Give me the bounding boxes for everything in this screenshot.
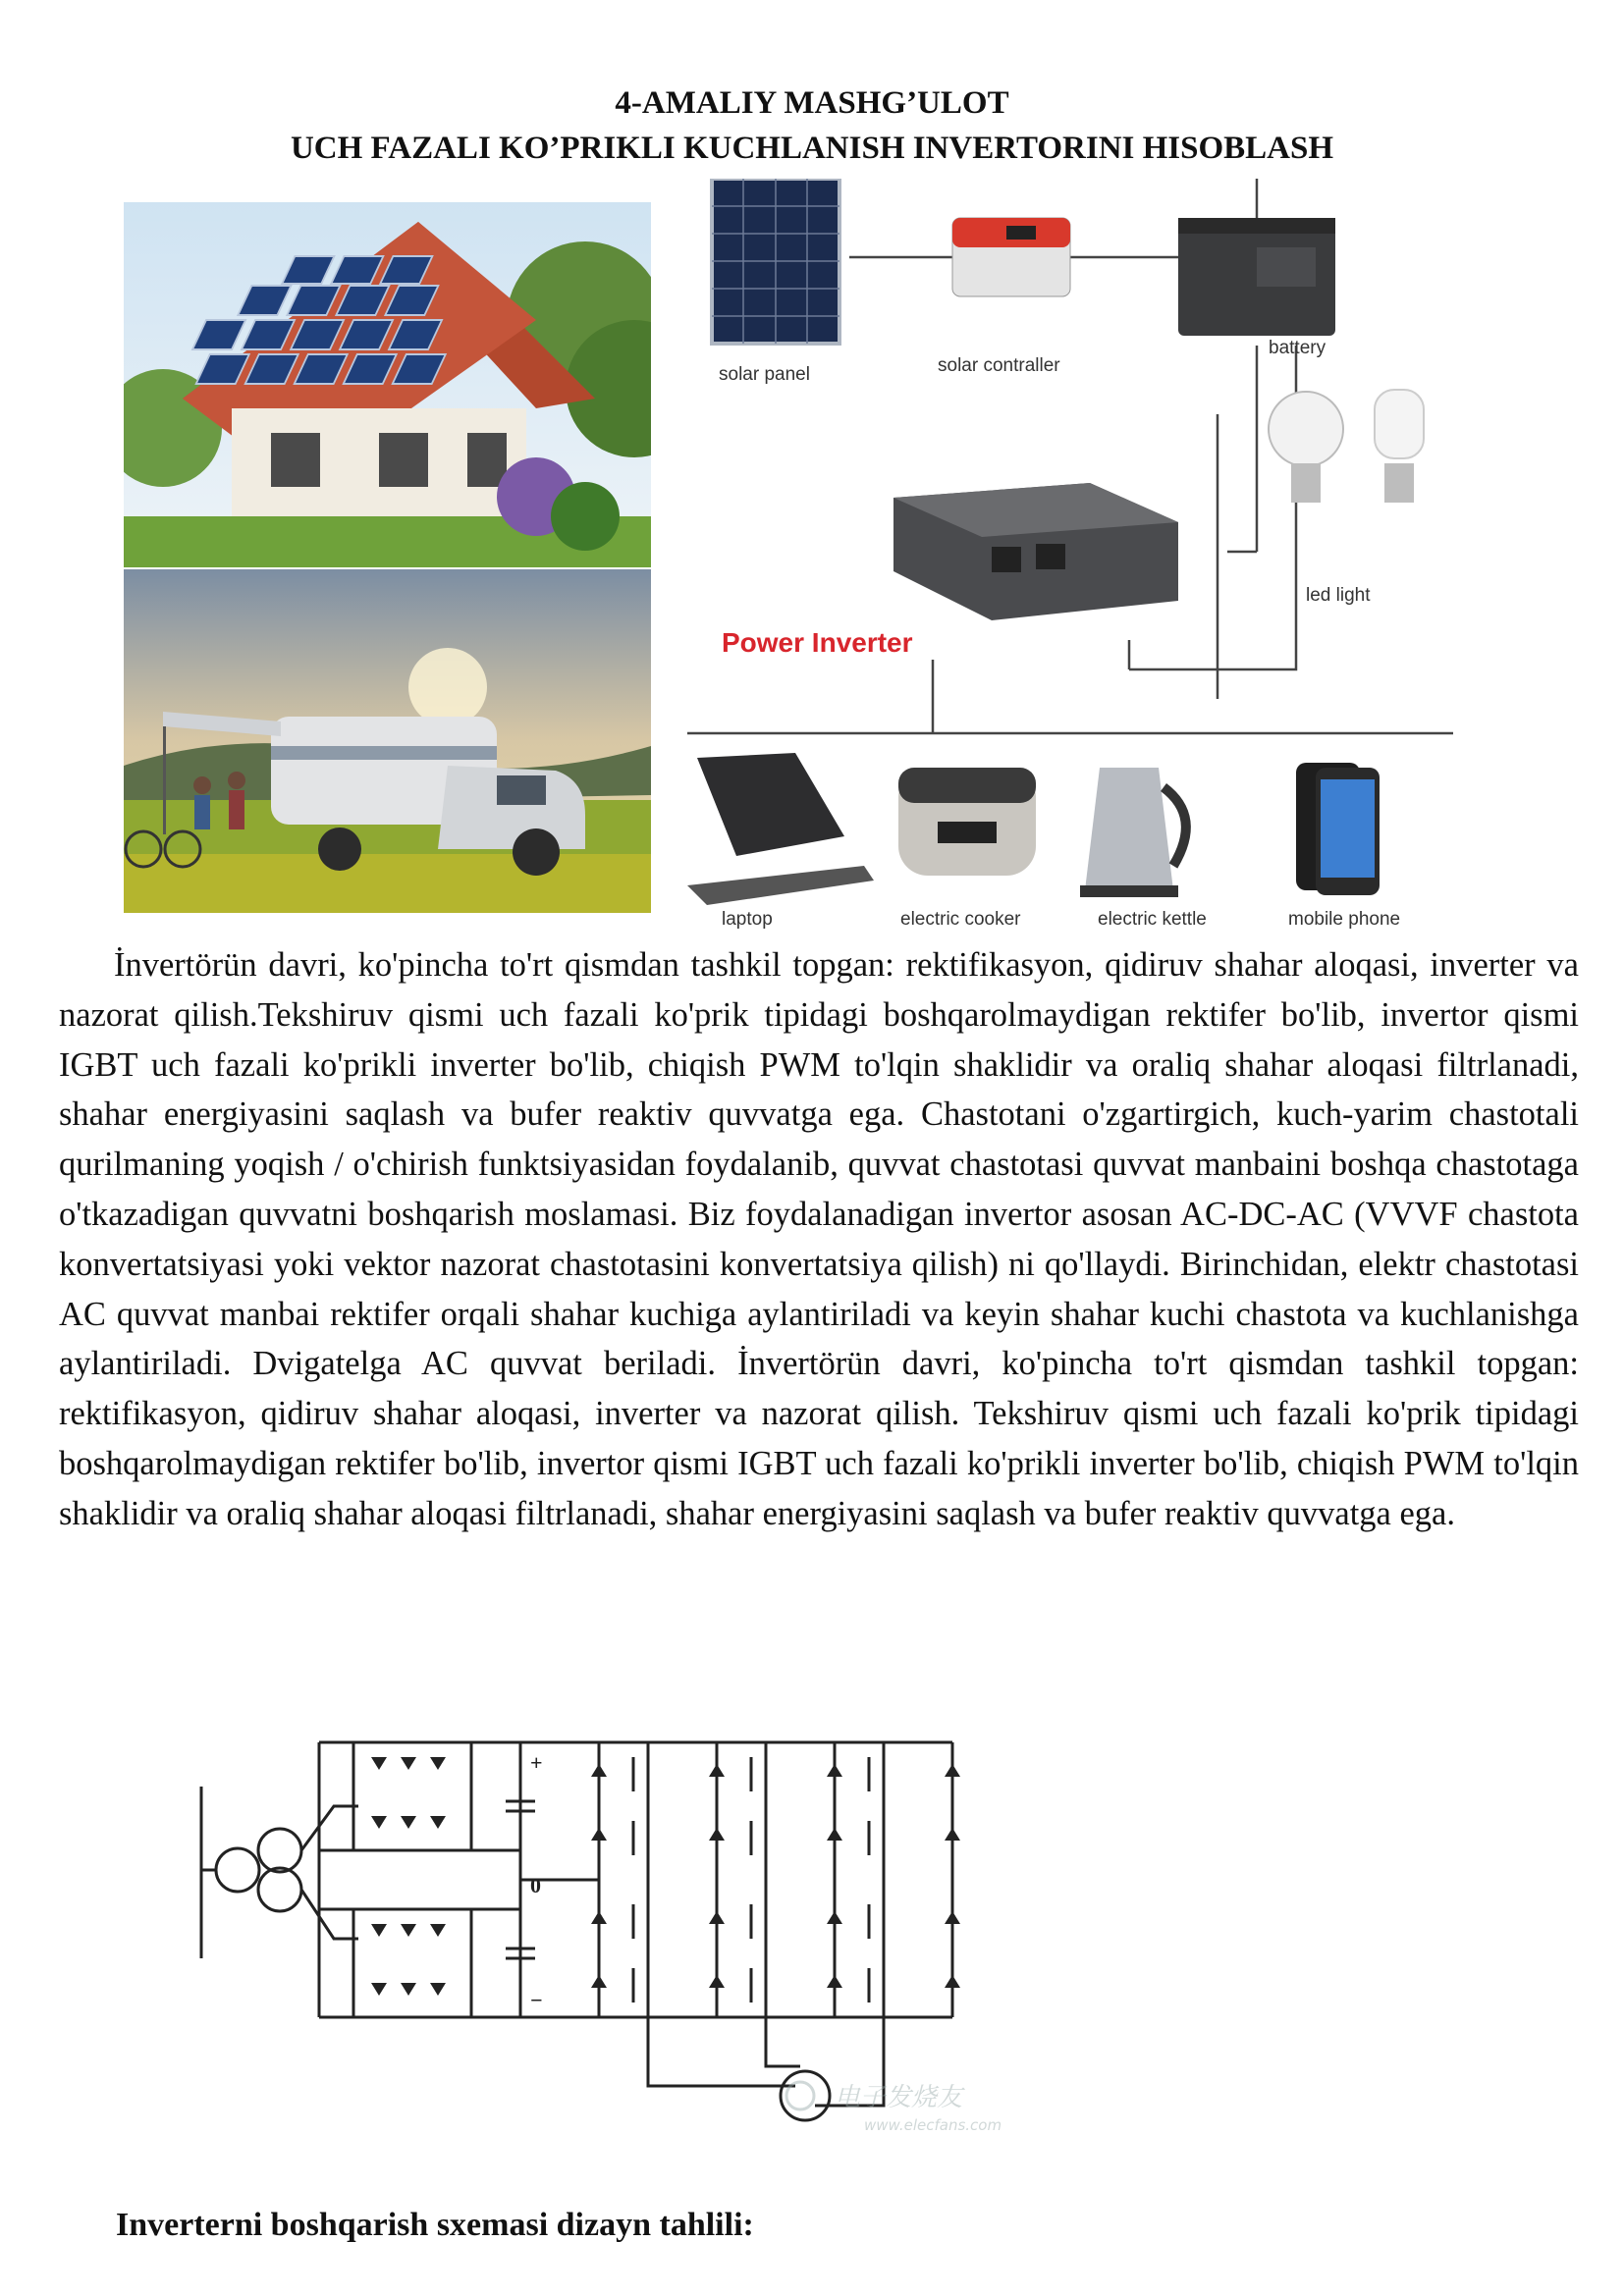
- rv-camping-photo: [124, 569, 651, 913]
- page-title-line2: UCH FAZALI KO’PRIKLI KUCHLANISH INVERTORINI HISOBLASH: [290, 131, 1334, 166]
- circuit-wiring: [201, 1742, 952, 2120]
- solar-controller-label: solar contraller: [938, 355, 1060, 376]
- dc-minus-label: −: [530, 1988, 543, 2012]
- power-inverter-label: Power Inverter: [722, 627, 913, 658]
- mobile-phone-image: [1296, 763, 1380, 895]
- electric-kettle-label: electric kettle: [1098, 909, 1207, 930]
- watermark-logo: 电子发烧友: [835, 2083, 963, 2112]
- elecfans-watermark: [786, 2082, 1001, 2134]
- solar-panel-image: [712, 179, 839, 344]
- light-bulb-image: [1269, 392, 1343, 503]
- watermark-url: www.elecfans.com: [864, 2116, 1002, 2134]
- led-bulb-image: [1375, 390, 1424, 503]
- page-title-line1: 4-AMALIY MASHG’ULOT: [615, 85, 1009, 121]
- body-paragraph: İnvertörün davri, ko'pincha to'rt qismdan tashkil topgan: rektifikasyon, qidiruv shahar aloqasi, inverter va nazorat qilish.Tekshiruv qismi uch fazali ko'prik tipidagi boshqarolmaydigan rektifer bo'lib, invertor qismi IGBT uch fazali ko'prikli inverter bo'lib, chiqish PWM to'lqin shaklidir va oraliq shahar aloqasi filtrlanadi, shahar energiyasini saqlash va bufer reaktiv quvvatga ega. Chastotani o'zgartirgich, kuch-yarim chastotali qurilmaning yoqish / o'chirish funktsiyasidan foydalanib, quvvat chastotasi quvvat manbaini boshqa chastotaga o'tkazadigan quvvatni boshqarish moslamasi. Biz foydalanadigan invertor asosan AC-DC-AC (VVVF chastota konvertatsiyasi yoki vektor nazorat chastotasini konvertatsiya qilish) ni qo'llaydi. Birinchidan, elektr chastotasi AC quvvat manbai rektifer orqali shahar kuchiga aylantiriladi va keyin shahar kuchi chastota va kuchlanishga aylantiriladi. Dvigatelga AC quvvat beriladi. İnvertörün davri, ko'pincha to'rt qismdan tashkil topgan: rektifikasyon, qidiruv shahar aloqasi, inverter va nazorat qilish. Tekshiruv qismi uch fazali ko'prik tipidagi boshqarolmaydigan rektifer bo'lib, invertor qismi IGBT uch fazali ko'prikli inverter bo'lib, chiqish PWM to'lqin shaklidir va oraliq shahar aloqasi filtrlanadi, shahar energiyasini saqlash va bufer reaktiv quvvatga ega.: [59, 946, 1579, 1532]
- battery-label: battery: [1269, 338, 1326, 358]
- electric-kettle-image: [1080, 768, 1186, 897]
- section-subheading: Inverterni boshqarish sxemasi dizayn tahlili:: [116, 2207, 754, 2243]
- solar-system-diagram: [668, 179, 1483, 934]
- solar-controller-image: [952, 218, 1070, 296]
- power-inverter-image: [893, 483, 1178, 620]
- semiconductor-symbols: [371, 1757, 960, 1996]
- three-phase-inverter-circuit: [187, 1713, 1070, 2135]
- dc-plus-label: +: [530, 1750, 543, 1775]
- mobile-phone-label: mobile phone: [1288, 909, 1401, 930]
- battery-image: [1178, 218, 1335, 336]
- laptop-label: laptop: [722, 909, 773, 930]
- house-solar-roof-photo: [124, 202, 651, 567]
- dc-zero-label: 0: [530, 1873, 541, 1897]
- electric-cooker-label: electric cooker: [900, 909, 1021, 930]
- electric-cooker-image: [898, 768, 1036, 876]
- laptop-image: [687, 753, 874, 905]
- solar-panel-label: solar panel: [719, 364, 810, 385]
- led-light-label: led light: [1306, 585, 1371, 606]
